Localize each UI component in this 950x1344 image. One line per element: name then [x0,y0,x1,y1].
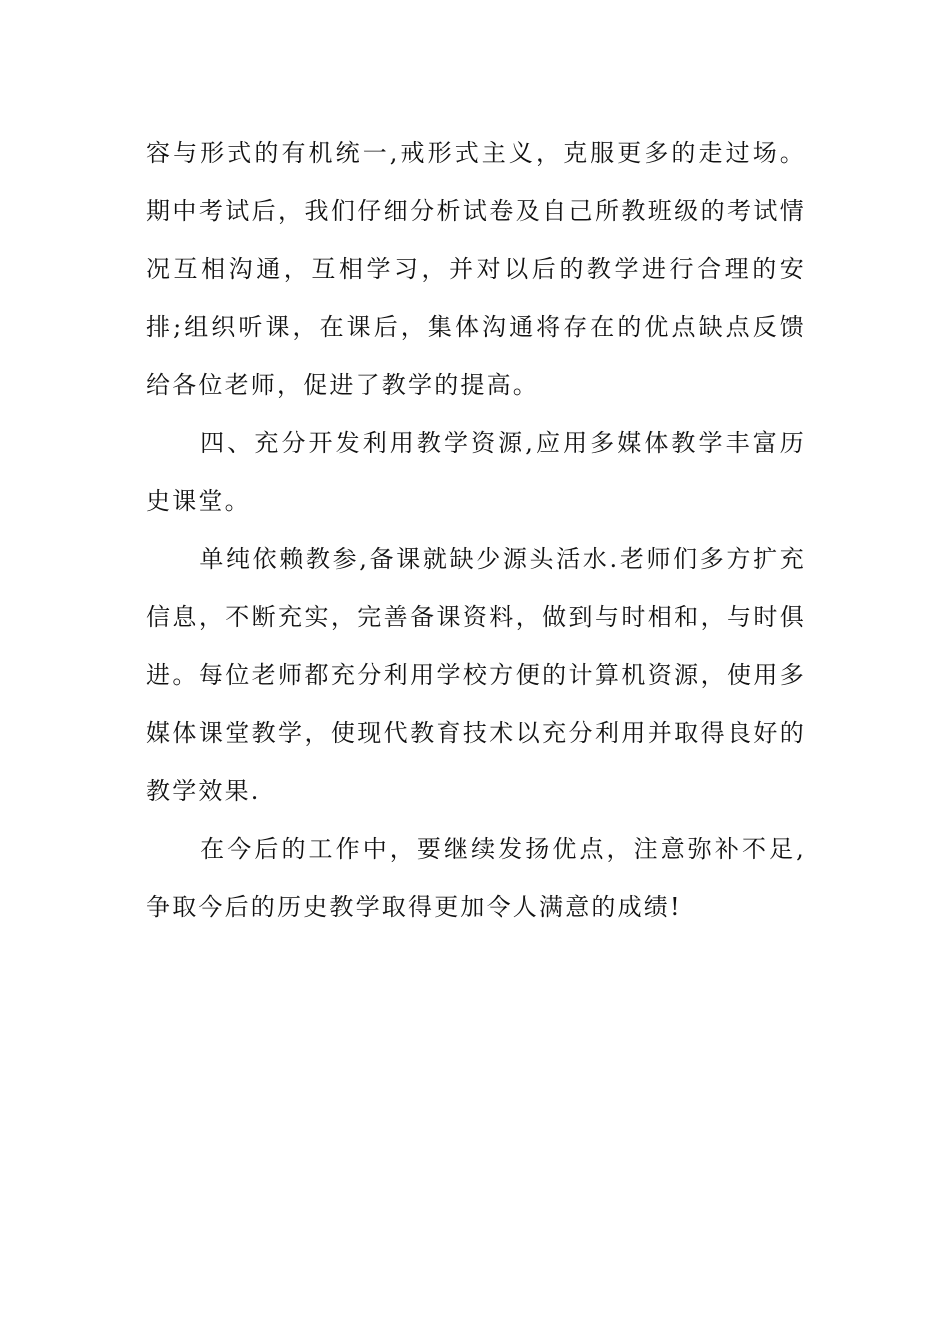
paragraph-continuation: 容与形式的有机统一,戒形式主义，克服更多的走过场。期中考试后，我们仔细分析试卷及自己所教班级的考试情况互相沟通，互相学习，并对以后的教学进行合理的安排;组织听课，在课后，集体沟通将存在的优点缺点反馈给各位老师，促进了教学的提高。 [146,139,806,399]
paragraph-resources: 单纯依赖教参,备课就缺少源头活水.老师们多方扩充信息，不断充实，完善备课资料，做到与时相和，与时俱进。每位老师都充分利用学校方便的计算机资源，使用多媒体课堂教学，使现代教育技术以充分利用并取得良好的教学效果. [146,545,806,805]
paragraph-section-four-heading: 四、充分开发利用教学资源,应用多媒体教学丰富历史课堂。 [146,429,806,515]
document-body [146,124,806,936]
paragraph-conclusion: 在今后的工作中，要继续发扬优点，注意弥补不足,争取今后的历史教学取得更加令人满意的成绩! [146,835,806,921]
